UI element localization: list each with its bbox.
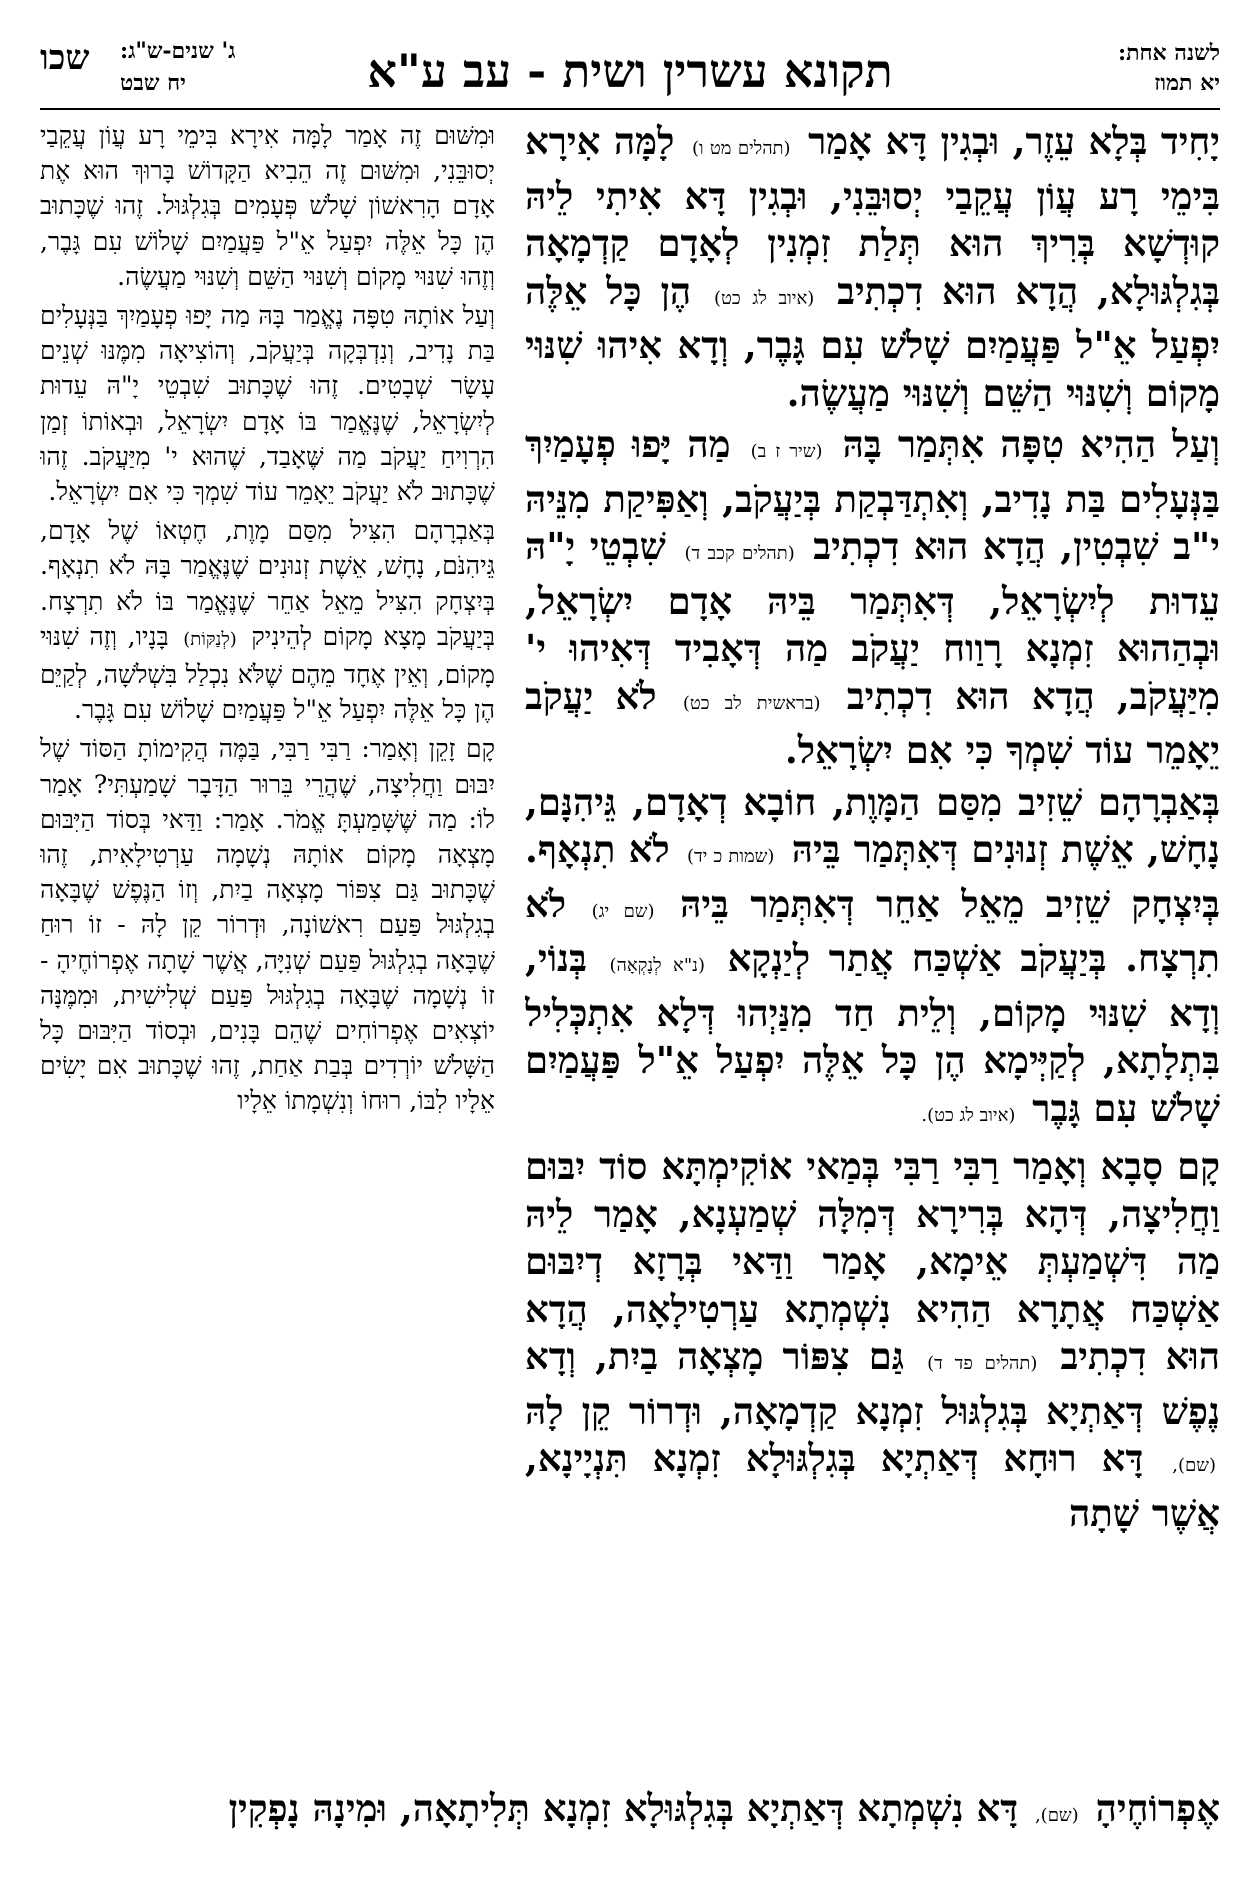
verse-reference: (שמות כ יד) — [687, 846, 775, 867]
text-run: אֶפְרוֹחֶיהָ — [1095, 1786, 1220, 1830]
verse-reference: (שם יג) — [591, 900, 655, 922]
text-run: דָּא נִשְׁמְתָא דְּאַתְיָא בְּגִלְגּוּלָא זִמְנָא תְּלִיתָאָה, וּמִינָהּ נָפְקִין — [228, 1786, 1019, 1830]
text-run: לֹא יַעֲקֹב יֵאָמֵר עוֹד שִׁמְךָ כִּי אִם יִשְׂרָאֵל. — [525, 673, 1220, 772]
verse-reference: (איוב לג כט) — [714, 287, 815, 309]
page-header — [40, 38, 1220, 108]
main-paragraph-3 — [525, 779, 1220, 1140]
cycle-label: ג' שנים-ש"ג: — [120, 38, 236, 64]
main-paragraph-2 — [525, 421, 1220, 775]
side-paragraph-1: וּמִשּׁוּם זֶה אָמַר לָמָּה אִירָא בִּימֵי רָע עֲוֹן עֲקֵבַי יְסוּבֵּנִי, וּמִשּׁוּם זֶה הֵבִיא הַקָּדוֹשׁ בָּרוּךְ הוּא אֶת אָדָם הָרִאשׁוֹן שָׁלֹשׁ פְּעָמִים בְּגִלְגּוּל. זֶהוּ שֶׁכָּתוּב הֶן כָּל אֵלֶּה יִפְעַל אֵ"ל פַּעֲמַיִם שָׁלוֹשׁ עִם גָּבֶר, וְזֶהוּ שִׁנּוּי מָקוֹם וְשִׁנּוּי הַשֵּׁם וְשִׁנּוּי מַעֲשֶׂה. — [40, 121, 495, 291]
main-paragraph-1 — [525, 118, 1220, 417]
side-paragraph-4: קָם זָקֵן וְאָמַר: רַבִּי רַבִּי, בַּמֶּה הֲקִימוֹתָ הַסּוֹד שֶׁל יִבּוּם וַחֲלִיצָה, שֶׁהֲרֵי בֵּרוּר הַדָּבָר שָׁמַעְתִּי? אָמַר לוֹ: מַה שֶּׁשָּׁמַעְתָּ אֱמֹר. אָמַר: וַדַּאי בְּסוֹד הַיִּבּוּם מָצְאָה מָקוֹם אוֹתָהּ נְשָׁמָה עַרְטִילָאִית, זֶהוּ שֶׁכָּתוּב גַּם צִפּוֹר מָצְאָה בַיִת, וְזוֹ הַנֶּפֶשׁ שֶׁבָּאָה בְגִלְגּוּל פַּעַם רִאשׁוֹנָה, וּדְרוֹר קֵן לָהּ - זוֹ רוּחַ שֶׁבָּאָה בְגִלְגּוּל פַּעַם שְׁנִיָּה, אֲשֶׁר שָׁתָה אֶפְרוֹחֶיהָ - זוֹ נְשָׁמָה שֶׁבָּאָה בְגִלְגּוּל פַּעַם שְׁלִישִׁית, וּמִמֶּנָּה יוֹצְאִים אֶפְרוֹחִים שֶׁהֵם בָּנִים, וּבְסוֹד הַיִּבּוּם כָּל הַשָּׁלֹשׁ יוֹרְדִים בְּבַת אַחַת, זֶהוּ שֶׁכָּתוּב אִם יָשִׂים אֵלָיו לִבּוֹ, רוּחוֹ וְנִשְׁמָתוֹ אֵלָיו — [40, 734, 495, 1116]
variant-reading: (לְנַקּוֹת) — [183, 628, 237, 650]
text-run: בְּאַבְרָהָם שֵׁזִיב מִסַּם הַמָּוֶת, חוֹבָא דְאָדָם, גֵּיהִנָּם, נָחָשׁ, אֵשֶׁת זְנוּנִים דְּאִתְּמַר בֵּיהּ — [525, 779, 1220, 871]
text-run: לֹא תִנְאָף. בְּיִצְחָק שֵׁזִיב מֵאֵל אַחֵר דְּאִתְּמַר בֵּיהּ — [525, 827, 1220, 926]
verse-reference: (איוב לג כט). — [921, 1104, 1016, 1126]
text-run: לָמָּה אִירָא בִּימֵי רָע עֲוֹן עֲקֵבַי יְסוּבֵּנִי, וּבְגִין דָּא אִיתִי לֵיהּ קוּדְשָׁא בְּרִיךְ הוּא תְּלַת זִמְנִין לְאָדָם קַדְמָאָה בְּגִלְגּוּלָא, הֲדָא הוּא דִכְתִיב — [525, 119, 1220, 313]
verse-reference: (שיר ז ב) — [750, 441, 823, 462]
text-run: בְּנוֹי, וְדָא שִׁנּוּי מָקוֹם, וְלֵית חַד מִנַּיְהוּ דְּלָא אִתְכְּלִיל בִּתְלָתָא, לְקַיְּימָא הֶן כָּל אֵלֶּה יִפְעַל אֵ"ל פַּעֲמַיִם שָׁלֹשׁ עִם גָּבֶר — [525, 936, 1220, 1130]
page-number: שכו — [40, 38, 90, 78]
verse-reference: (תהלים מט ו) — [691, 138, 791, 159]
text-run: בְּאַבְרָהָם הִצִּיל מִסַּם מָוֶת, חֶטְאוֹ שֶׁל אָדָם, גֵּיהִנֹּם, נָחָשׁ, אֵשֶׁת זְנוּנִים שֶׁנֶּאֱמַר בָּהּ לֹא תִנְאָף. בְּיִצְחָק הִצִּיל מֵאֵל אַחֵר שֶׁנֶּאֱמַר בּוֹ לֹא תִרְצָח. בְּיַעֲקֹב מָצָא מָקוֹם לְהֵינִיק — [40, 516, 495, 651]
text-run: גַּם צִפּוֹר מָצְאָה בַיִת, וְדָא נֶפֶשׁ דְּאַתְיָא בְּגִלְגּוּל זִמְנָא קַדְמָאָה, וּדְרוֹר קֵן לָהּ — [525, 1334, 1220, 1433]
side-paragraph-2: וְעַל אוֹתָהּ טִפָּה נֶאֱמַר בָּהּ מַה יָּפוּ פְעָמַיִךְ בַּנְּעָלִים בַּת נָדִיב, וְנִדְבְּקָה בְּיַעֲקֹב, וְהוֹצִיאָה מִמֶּנּוּ שְׁנֵים עָשָׂר שְׁבָטִים. זֶהוּ שֶׁכָּתוּב שִׁבְטֵי יָ"הּ עֵדוּת לְיִשְׂרָאֵל, שֶׁנֶּאֱמַר בּוֹ אָדָם יִשְׂרָאֵל, וּבְאוֹתוֹ זְמַן הִרְוִיחַ יַעֲקֹב מַה שֶּׁאָבַד, שֶׁהוּא י' מִיַּעֲקֹב. זֶהוּ שֶׁכָּתוּב לֹא יַעֲקֹב יֵאָמֵר עוֹד שִׁמְךָ כִּי אִם יִשְׂרָאֵל. — [40, 301, 495, 507]
text-run: קָם סָבָא וְאָמַר רַבִּי רַבִּי בְּמַאי אוֹקִימְתָּא סוֹד יִבּוּם וַחֲלִיצָה, דְּהָא בְּרִירָא דְּמִלָּה שְׁמַעְנָא, אָמַר לֵיהּ מַה דִּשְׁמַעְתְּ אֵימָא, אָמַר וַדַּאי בְּרָזָא דְיִבּוּם אַשְׁכַּח אֲתָרָא הַהִיא נִשְׁמְתָא עַרְטִילָאָה, הֲדָא הוּא דִכְתִיב — [525, 1144, 1220, 1378]
bottom-line — [40, 1785, 1220, 1839]
text-run: בָּנָיו, וְזֶה שִׁנּוּי מָקוֹם, וְאֵין אֶחָד מֵהֶם שֶׁלֹּא נִכְלַל בִּשְׁלֹשָׁה, לְקַיֵּם הֶן כָּל אֵלֶּה יִפְעַל אֵ"ל פַּעֲמַיִם שָׁלוֹשׁ עִם גָּבֶר. — [40, 621, 495, 725]
main-paragraph-4 — [525, 1143, 1220, 1537]
page-title: תקונא עשרין ושית - עב ע"א — [367, 44, 893, 98]
schedule-label: לשנה אחת: — [1117, 40, 1220, 66]
verse-reference: (תהלים פד ד) — [927, 1353, 1038, 1374]
text-run: שִׁבְטֵי יָ"הּ עֵדוּת לְיִשְׂרָאֵל, דְּאִתְּמַר בֵּיהּ אָדָם יִשְׂרָאֵל, וּבְהַהוּא זִמְנָא רָוַוח יַעֲקֹב מַה דְּאָבִיד דְּאִיהוּ י' מִיַּעֲקֹב, הֲדָא הוּא דִכְתִיב — [525, 524, 1220, 718]
translation-column — [40, 118, 495, 1788]
verse-reference: (בראשית לב כט) — [682, 692, 821, 714]
text-run: מַה יָּפוּ פְעָמַיִךְ בַּנְּעָלִים בַּת נָדִיב, וְאִתְדַּבְקַת בְּיַעֲקֹב, וְאַפִּיקַת מִנֵּיהּ י"ב שִׁבְטִין, הֲדָא הוּא דִכְתִיב — [525, 422, 1220, 568]
text-run: הֶן כָּל אֵלֶּה יִפְעַל אֵ"ל פַּעֲמַיִם שָׁלֹשׁ עִם גָּבֶר, וְדָא אִיהוּ שִׁנּוּי מָקוֹם וְשִׁנּוּי הַשֵּׁם וְשִׁנּוּי מַעֲשֶׂה. — [525, 268, 1220, 415]
verse-reference: (שם), — [1034, 1805, 1079, 1826]
text-run: דָּא רוּחָא דְּאַתְיָא בְּגִלְגּוּלָא זִמְנָא תִּנְיָינָא, אֲשֶׁר שָׁתָה — [525, 1436, 1220, 1535]
variant-reading: (נ"א לְנָקְאָה) — [609, 955, 705, 976]
verse-reference: (תהלים קכב ד) — [684, 543, 795, 564]
cycle-date: יח שבט — [120, 70, 186, 96]
header-divider — [40, 108, 1220, 110]
side-paragraph-3 — [40, 513, 495, 727]
text-run: יָחִיד בְּלָא עֵזֶר, וּבְגִין דָּא אָמַר — [808, 119, 1220, 163]
text-run: לֹא תִרְצָח. בְּיַעֲקֹב אַשְׁכַּח אֲתַר לְיַנְקָא — [525, 881, 1220, 980]
header-left — [40, 38, 300, 108]
main-text-column — [525, 118, 1220, 1778]
text-run: וְעַל הַהִיא טִפָּה אִתְּמַר בָּהּ — [842, 422, 1220, 466]
schedule-date: יא תמוז — [1154, 70, 1220, 96]
verse-reference: (שם), — [1172, 1455, 1217, 1476]
